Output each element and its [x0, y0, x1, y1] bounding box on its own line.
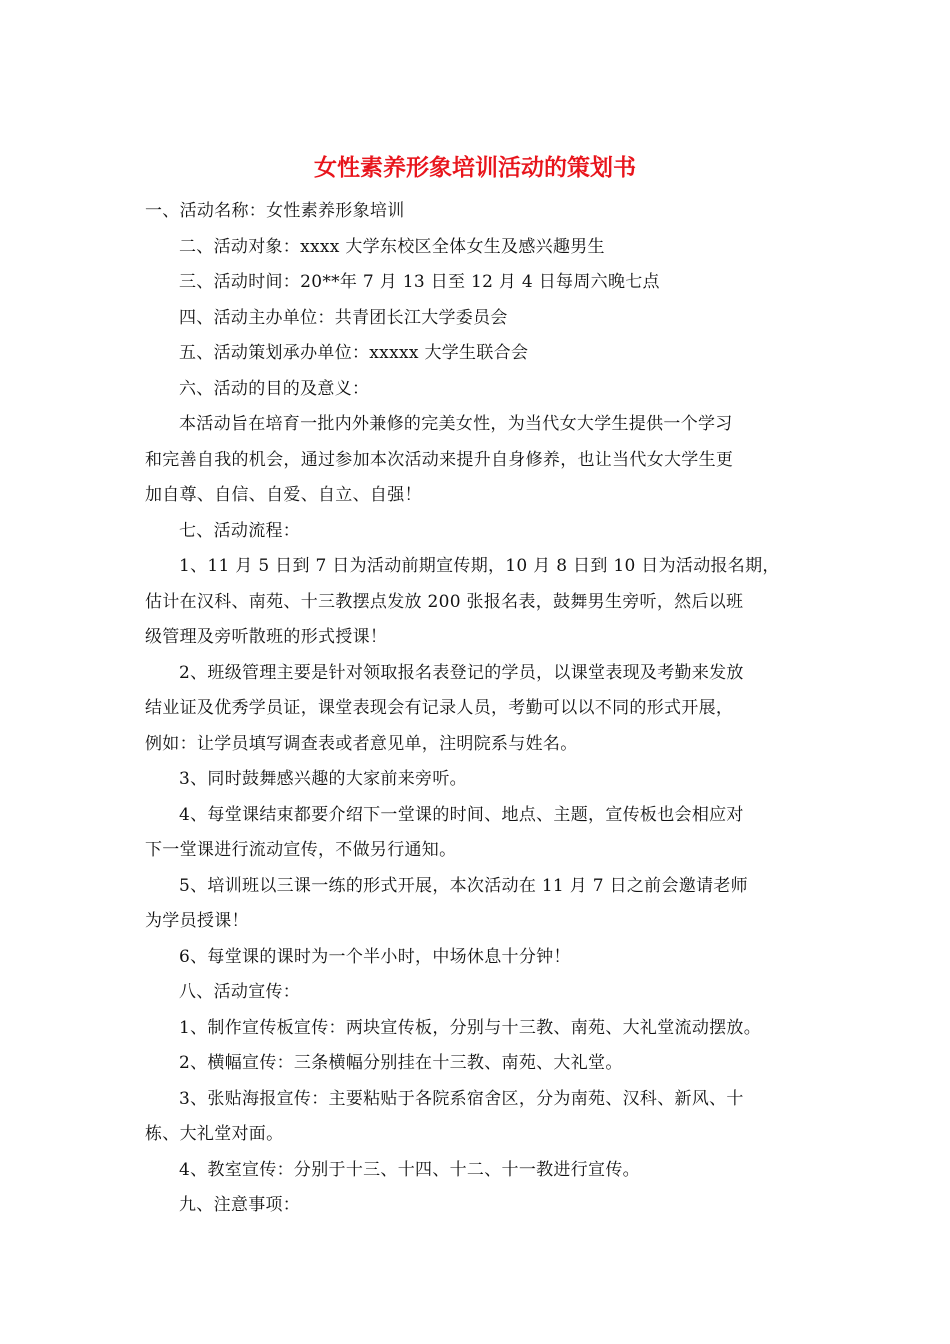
paragraph-line: 4、教室宣传：分别于十三、十四、十二、十一教进行宣传。: [179, 1159, 640, 1180]
paragraph-line: 2、班级管理主要是针对领取报名表登记的学员，以课堂表现及考勤来发放: [179, 662, 744, 683]
paragraph-line: 三、活动时间：20**年 7 月 13 日至 12 月 4 日每周六晚七点: [179, 272, 660, 292]
paragraph-line: 为学员授课！: [145, 911, 249, 931]
paragraph-line: 4、每堂课结束都要介绍下一堂课的时间、地点、主题，宣传板也会相应对: [179, 804, 744, 825]
document-body: [145, 194, 810, 1224]
paragraph-line: 和完善自我的机会，通过参加本次活动来提升自身修养，也让当代女大学生更: [145, 449, 734, 470]
document-title: 女性素养形象培训活动的策划书: [314, 154, 636, 181]
paragraph-line: 估计在汉科、南苑、十三教摆点发放 200 张报名表，鼓舞男生旁听，然后以班: [145, 591, 744, 612]
paragraph-line: 1、11 月 5 日到 7 日为活动前期宣传期，10 月 8 日到 10 日为活动报名期，: [179, 556, 780, 576]
paragraph-line: 下一堂课进行流动宣传，不做另行通知。: [145, 840, 457, 860]
paragraph-line: 结业证及优秀学员证，课堂表现会有记录人员，考勤可以以不同的形式开展，: [145, 698, 734, 718]
paragraph-line: 六、活动的目的及意义：: [179, 378, 370, 399]
paragraph-line: 3、同时鼓舞感兴趣的大家前来旁听。: [179, 769, 467, 789]
paragraph-line: 五、活动策划承办单位：xxxxx 大学生联合会: [179, 343, 529, 363]
paragraph-line: 1、制作宣传板宣传：两块宣传板，分别与十三教、南苑、大礼堂流动摆放。: [179, 1017, 762, 1038]
paragraph-line: 一、活动名称：女性素养形象培训: [145, 201, 405, 221]
paragraph-line: 3、张贴海报宣传：主要粘贴于各院系宿舍区，分为南苑、汉科、新风、十: [179, 1088, 744, 1109]
paragraph-line: 级管理及旁听散班的形式授课！: [145, 627, 388, 647]
paragraph-line: 本活动旨在培育一批内外兼修的完美女性，为当代女大学生提供一个学习: [179, 414, 733, 434]
paragraph-line: 栋、大礼堂对面。: [145, 1124, 284, 1144]
paragraph-line: 例如：让学员填写调查表或者意见单，注明院系与姓名。: [145, 733, 578, 754]
paragraph-line: 九、注意事项：: [179, 1195, 301, 1215]
paragraph-line: 2、横幅宣传：三条横幅分别挂在十三教、南苑、大礼堂。: [179, 1053, 623, 1073]
paragraph-line: 八、活动宣传：: [179, 982, 301, 1002]
paragraph-line: 5、培训班以三课一练的形式开展，本次活动在 11 月 7 日之前会邀请老师: [179, 875, 748, 896]
paragraph-line: 四、活动主办单位：共青团长江大学委员会: [179, 307, 508, 328]
paragraph-line: 加自尊、自信、自爱、自立、自强！: [145, 485, 422, 505]
paragraph-line: 6、每堂课的课时为一个半小时，中场休息十分钟！: [179, 946, 571, 967]
paragraph-line: 七、活动流程：: [179, 520, 301, 541]
paragraph-line: 二、活动对象：xxxx 大学东校区全体女生及感兴趣男生: [179, 236, 605, 257]
